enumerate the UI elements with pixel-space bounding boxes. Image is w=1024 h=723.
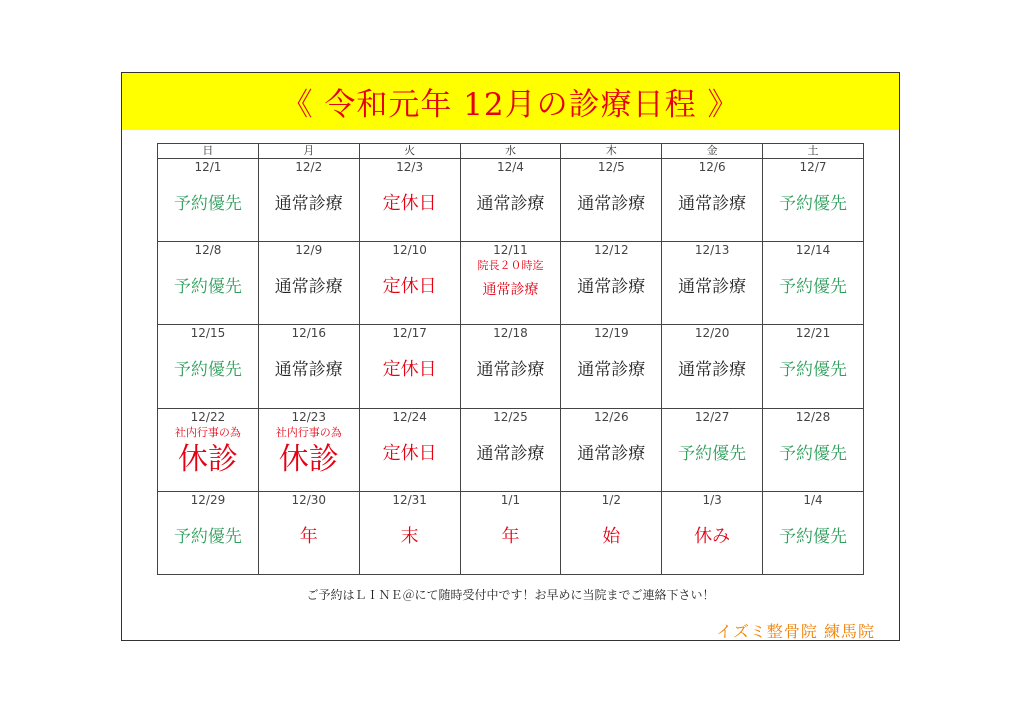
- day-status: 通常診療: [476, 360, 545, 381]
- day-cell: [258, 159, 359, 242]
- clinic-name: イズミ整骨院 練馬院: [716, 622, 875, 641]
- day-cell: [359, 325, 460, 408]
- day-cell: [258, 408, 359, 491]
- day-cell: [763, 242, 864, 325]
- day-date: 12/13: [694, 243, 730, 258]
- day-cell: [258, 491, 359, 574]
- day-date: 12/26: [594, 409, 629, 424]
- day-cell: [158, 242, 259, 325]
- day-date: 12/10: [392, 243, 427, 258]
- day-date: 12/25: [493, 409, 528, 424]
- schedule-sheet: [121, 72, 900, 641]
- day-status: 通常診療: [577, 443, 646, 464]
- weekday-header: 水: [460, 144, 561, 159]
- day-cell: [561, 325, 662, 408]
- day-cell: [763, 325, 864, 408]
- day-date: 1/3: [702, 492, 722, 507]
- day-status: 通常診療: [476, 194, 545, 214]
- day-status: 通常診療: [678, 360, 747, 381]
- day-cell: [158, 491, 259, 574]
- day-status: 通常診療: [274, 360, 343, 381]
- day-cell: [258, 242, 359, 325]
- day-date: 1/2: [601, 492, 621, 507]
- week-row: [158, 242, 864, 325]
- day-cell: [460, 325, 561, 408]
- day-status: 予約優先: [678, 443, 747, 464]
- day-date: 12/31: [392, 492, 427, 507]
- week-row: [158, 325, 864, 408]
- day-cell: [662, 491, 763, 574]
- day-date: 12/1: [194, 160, 222, 174]
- weekday-header: 月: [258, 144, 359, 159]
- day-status: 定休日: [382, 193, 437, 214]
- day-status: 通常診療: [577, 360, 646, 381]
- day-status: 予約優先: [779, 194, 848, 214]
- day-note: 社内行事の為: [174, 425, 241, 439]
- day-status: 始: [602, 525, 621, 547]
- day-cell: [763, 491, 864, 574]
- day-status: 定休日: [382, 442, 437, 464]
- day-date: 12/29: [190, 492, 226, 507]
- day-cell: [662, 159, 763, 242]
- weekday-header: 木: [561, 144, 662, 159]
- day-date: 12/11: [493, 243, 528, 258]
- day-status: 年: [501, 525, 520, 547]
- day-status: 休診: [177, 441, 238, 477]
- day-cell: [561, 491, 662, 574]
- day-date: 1/1: [500, 492, 521, 507]
- day-date: 12/23: [291, 409, 327, 424]
- day-cell: [158, 325, 259, 408]
- day-status: 予約優先: [779, 526, 848, 547]
- day-cell: [460, 491, 561, 574]
- weekday-header-row: [158, 144, 864, 159]
- week-row: [158, 408, 864, 491]
- day-date: 12/17: [392, 326, 427, 341]
- day-status: 末: [400, 525, 419, 547]
- day-date: 12/16: [291, 326, 327, 341]
- day-cell: [460, 408, 561, 491]
- day-cell: [763, 408, 864, 491]
- day-status: 通常診療: [577, 277, 646, 298]
- day-cell: [359, 159, 460, 242]
- day-status: 予約優先: [173, 277, 242, 298]
- day-date: 12/24: [392, 409, 427, 424]
- day-date: 12/6: [698, 160, 726, 174]
- day-status: 休診: [278, 441, 339, 477]
- day-date: 12/19: [594, 326, 629, 341]
- day-status: 通常診療: [482, 282, 539, 299]
- day-status: 通常診療: [274, 277, 343, 298]
- day-cell: [158, 159, 259, 242]
- day-date: 12/8: [194, 243, 222, 258]
- day-cell: [561, 242, 662, 325]
- day-date: 12/30: [291, 492, 327, 507]
- day-date: 12/14: [795, 243, 831, 258]
- day-date: 12/4: [496, 160, 524, 174]
- day-date: 12/22: [190, 409, 226, 424]
- day-status: 予約優先: [173, 194, 242, 214]
- day-date: 12/18: [493, 326, 528, 341]
- day-status: 予約優先: [173, 526, 242, 547]
- day-cell: [662, 325, 763, 408]
- day-cell: [763, 159, 864, 242]
- day-note: 院長２０時迄: [477, 259, 544, 273]
- day-date: 12/3: [396, 160, 424, 174]
- day-status: 定休日: [382, 359, 437, 381]
- day-status: 通常診療: [274, 194, 343, 214]
- day-status: 予約優先: [173, 360, 242, 381]
- calendar-table: [157, 143, 864, 575]
- day-status: 通常診療: [476, 443, 545, 464]
- day-status: 通常診療: [678, 277, 747, 298]
- day-cell: [258, 325, 359, 408]
- weekday-header: 土: [763, 144, 864, 159]
- calendar-body: [158, 159, 864, 575]
- day-status: 休み: [694, 525, 731, 547]
- day-status: 年: [299, 525, 318, 547]
- day-cell: [460, 159, 561, 242]
- day-cell: [561, 159, 662, 242]
- title-banner: [122, 73, 899, 130]
- page-title: 《 令和元年 12月の診療日程 》: [281, 87, 740, 123]
- day-date: 12/5: [597, 160, 625, 174]
- day-status: 予約優先: [779, 277, 848, 298]
- day-date: 12/28: [795, 409, 831, 424]
- day-note: 社内行事の為: [275, 425, 342, 439]
- weekday-header: 火: [359, 144, 460, 159]
- day-date: 12/7: [799, 160, 827, 174]
- day-date: 1/4: [803, 492, 823, 507]
- reservation-note: ご予約はＬＩＮＥ＠にて随時受付中です！お早めに当院までご連絡下さい！: [306, 588, 715, 602]
- day-date: 12/12: [594, 243, 629, 258]
- weekday-header: 日: [158, 144, 259, 159]
- day-status: 通常診療: [678, 194, 747, 214]
- day-cell: [561, 408, 662, 491]
- day-cell: [662, 242, 763, 325]
- day-cell: [359, 242, 460, 325]
- day-date: 12/2: [295, 160, 323, 174]
- day-cell: [158, 408, 259, 491]
- day-cell: [359, 491, 460, 574]
- day-status: 予約優先: [779, 443, 848, 464]
- day-status: 定休日: [382, 276, 437, 298]
- day-cell: [359, 408, 460, 491]
- day-date: 12/15: [190, 326, 226, 341]
- day-status: 予約優先: [779, 360, 848, 381]
- week-row: [158, 491, 864, 574]
- day-cell: [662, 408, 763, 491]
- week-row: [158, 159, 864, 242]
- day-date: 12/20: [694, 326, 730, 341]
- weekday-header: 金: [662, 144, 763, 159]
- day-cell: [460, 242, 561, 325]
- day-date: 12/27: [694, 409, 730, 424]
- day-date: 12/9: [295, 243, 323, 258]
- day-status: 通常診療: [577, 194, 646, 214]
- day-date: 12/21: [795, 326, 831, 341]
